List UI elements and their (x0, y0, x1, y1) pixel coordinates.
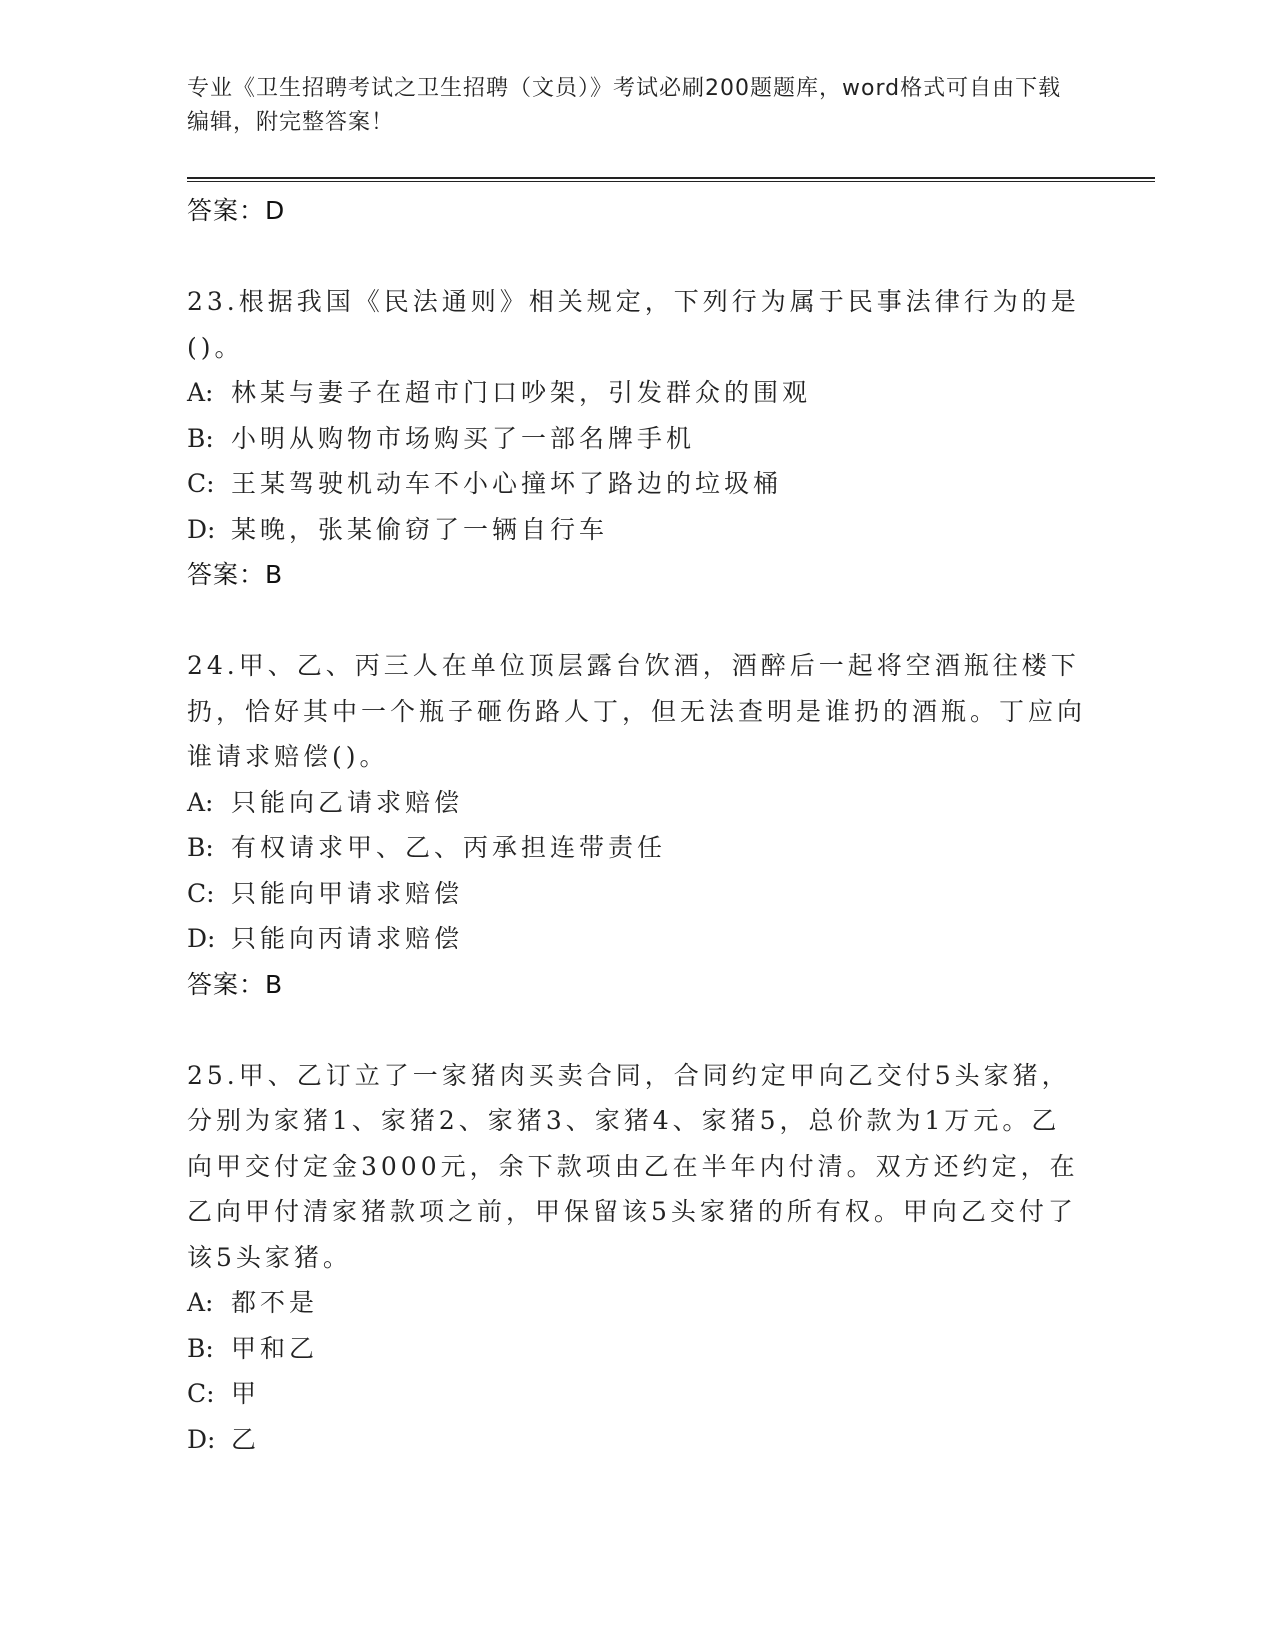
option-text: 林某与妻子在超市门口吵架，引发群众的围观 (231, 378, 812, 407)
option-d (187, 507, 1087, 553)
option-c (187, 1371, 1087, 1417)
spacer (187, 1007, 1087, 1053)
option-key: B: (187, 1333, 214, 1363)
option-a (187, 1280, 1087, 1326)
answer-line: 答案：D (187, 196, 286, 225)
document-header: 专业《卫生招聘考试之卫生招聘（文员）》考试必刷200题题库，word格式可自由下载编辑，附完整答案！ (187, 76, 1062, 135)
option-d (187, 916, 1087, 962)
option-text: 甲 (231, 1379, 261, 1408)
option-key: B: (187, 833, 214, 862)
option-text: 有权请求甲、乙、丙承担连带责任 (231, 833, 667, 862)
option-key: D: (187, 514, 216, 544)
option-text: 乙 (231, 1424, 261, 1454)
option-text: 只能向甲请求赔偿 (231, 878, 464, 908)
option-key: A: (187, 378, 214, 407)
question-stem: 23.根据我国《民法通则》相关规定，下列行为属于民事法律行为的是()。 (187, 287, 1080, 362)
option-key: C: (187, 878, 215, 908)
option-a (187, 780, 1087, 826)
question-stem: 25.甲、乙订立了一家猪肉买卖合同，合同约定甲向乙交付5头家猪，分别为家猪1、家猪2、家猪3、家猪4、家猪5，总价款为1万元。乙向甲交付定金3000元，余下款项由乙在半年内付清。双方还约定，在乙向甲付清家猪款项之前，甲保留该5头家猪的所有权。甲向乙交付了该5头家猪。 (187, 1060, 1079, 1272)
header-divider (187, 177, 1155, 182)
question-block (187, 643, 1087, 1007)
option-text: 甲和乙 (231, 1333, 319, 1363)
answer-line: 答案：B (187, 969, 284, 999)
option-c (187, 871, 1087, 917)
answer-line: 答案：B (187, 560, 284, 589)
option-text: 小明从购物市场购买了一部名牌手机 (231, 423, 696, 453)
option-key: C: (187, 469, 215, 498)
option-b (187, 416, 1087, 462)
option-key: A: (187, 1288, 214, 1317)
option-key: B: (187, 423, 214, 453)
option-text: 王某驾驶机动车不小心撞坏了路边的垃圾桶 (231, 469, 783, 498)
option-a (187, 370, 1087, 416)
option-text: 只能向乙请求赔偿 (231, 787, 464, 817)
option-c (187, 461, 1087, 507)
option-key: D: (187, 1424, 216, 1454)
option-text: 只能向丙请求赔偿 (231, 924, 464, 953)
document-body (187, 188, 1087, 1462)
option-b (187, 825, 1087, 871)
question-block (187, 1053, 1087, 1463)
question-stem: 24.甲、乙、丙三人在单位顶层露台饮酒，酒醉后一起将空酒瓶往楼下扔，恰好其中一个瓶子砸伤路人丁，但无法查明是谁扔的酒瓶。丁应向谁请求赔偿()。 (187, 651, 1087, 771)
option-d (187, 1417, 1087, 1463)
option-b (187, 1326, 1087, 1372)
spacer (187, 597, 1087, 643)
option-key: A: (187, 787, 214, 817)
option-text: 都不是 (231, 1288, 319, 1317)
option-text: 某晚，张某偷窃了一辆自行车 (231, 514, 609, 544)
spacer (187, 233, 1087, 279)
option-key: C: (187, 1379, 215, 1408)
option-key: D: (187, 924, 216, 953)
question-block (187, 279, 1087, 597)
